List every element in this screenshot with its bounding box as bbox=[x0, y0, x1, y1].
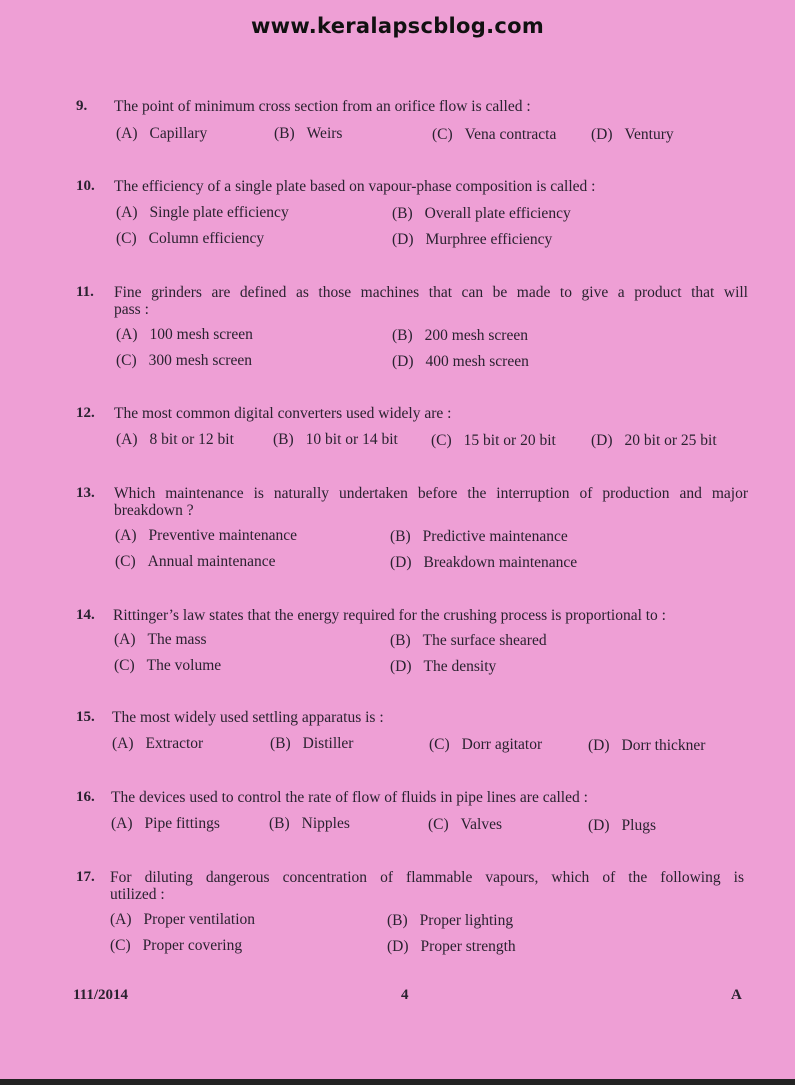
option-d[interactable] bbox=[588, 737, 705, 755]
option-label: (C) bbox=[428, 816, 449, 833]
option-a[interactable] bbox=[110, 911, 255, 929]
option-text: 100 mesh screen bbox=[149, 326, 253, 343]
option-label: (D) bbox=[591, 126, 613, 143]
option-text: The density bbox=[423, 658, 497, 675]
option-label: (A) bbox=[116, 204, 138, 221]
option-text: Dorr thickner bbox=[621, 737, 706, 754]
option-label: (C) bbox=[115, 553, 136, 570]
option-c[interactable] bbox=[429, 736, 542, 754]
question-text: Rittinger’s law states that the energy required for the crushing process is proportional to : bbox=[113, 607, 666, 624]
option-b[interactable] bbox=[390, 632, 547, 650]
option-b[interactable] bbox=[392, 205, 571, 223]
option-label: (B) bbox=[387, 912, 408, 929]
option-label: (B) bbox=[390, 528, 411, 545]
option-label: (D) bbox=[588, 817, 610, 834]
option-a[interactable] bbox=[116, 125, 207, 143]
option-text: The mass bbox=[147, 631, 207, 648]
question-text-line2: pass : bbox=[114, 301, 149, 318]
option-b[interactable] bbox=[390, 528, 568, 546]
option-text: Valves bbox=[460, 816, 502, 833]
option-label: (D) bbox=[392, 353, 414, 370]
option-text: Single plate efficiency bbox=[149, 204, 289, 221]
question-number: 12. bbox=[76, 405, 95, 421]
option-a[interactable] bbox=[112, 735, 203, 753]
option-label: (D) bbox=[588, 737, 610, 754]
page-number: 4 bbox=[401, 987, 409, 1003]
option-text: Distiller bbox=[302, 735, 354, 752]
question-text-line2: utilized : bbox=[110, 886, 165, 903]
option-label: (B) bbox=[274, 125, 295, 142]
option-c[interactable] bbox=[116, 230, 264, 248]
option-label: (A) bbox=[115, 527, 137, 544]
question-number: 9. bbox=[76, 98, 88, 114]
option-label: (D) bbox=[591, 432, 613, 449]
option-text: 200 mesh screen bbox=[424, 327, 528, 344]
option-c[interactable] bbox=[116, 352, 252, 370]
option-text: Capillary bbox=[149, 125, 208, 142]
option-b[interactable] bbox=[387, 912, 513, 930]
option-text: 300 mesh screen bbox=[148, 352, 252, 369]
question-text bbox=[110, 869, 744, 903]
option-label: (D) bbox=[392, 231, 414, 248]
option-text: Weirs bbox=[306, 125, 343, 142]
option-label: (A) bbox=[116, 326, 138, 343]
question-text: The efficiency of a single plate based on vapour-phase composition is called : bbox=[114, 178, 596, 195]
option-text: Proper strength bbox=[420, 938, 516, 955]
option-d[interactable] bbox=[390, 554, 577, 572]
paper-code: 111/2014 bbox=[73, 987, 129, 1003]
option-text: Proper covering bbox=[142, 937, 243, 954]
option-label: (D) bbox=[390, 554, 412, 571]
question-number: 17. bbox=[76, 869, 95, 885]
option-text: 20 bit or 25 bit bbox=[624, 432, 717, 449]
option-d[interactable] bbox=[588, 817, 656, 835]
question-text: The point of minimum cross section from an orifice flow is called : bbox=[114, 98, 531, 115]
question-text: The most common digital converters used widely are : bbox=[114, 405, 452, 422]
option-text: 15 bit or 20 bit bbox=[463, 432, 556, 449]
option-text: Extractor bbox=[145, 735, 204, 752]
option-c[interactable] bbox=[432, 126, 556, 144]
option-d[interactable] bbox=[591, 432, 717, 450]
question-number: 13. bbox=[76, 485, 95, 501]
question-text-line1: For diluting dangerous concentration of flammable vapours, which of the following is bbox=[110, 869, 744, 886]
series-code: A bbox=[731, 987, 742, 1003]
option-a[interactable] bbox=[114, 631, 207, 649]
option-c[interactable] bbox=[431, 432, 556, 450]
question-number: 11. bbox=[76, 284, 94, 300]
option-c[interactable] bbox=[114, 657, 221, 675]
option-label: (C) bbox=[116, 352, 137, 369]
question-number: 14. bbox=[76, 607, 95, 623]
option-text: Preventive maintenance bbox=[148, 527, 298, 544]
option-label: (B) bbox=[269, 815, 290, 832]
option-label: (D) bbox=[390, 658, 412, 675]
option-a[interactable] bbox=[111, 815, 220, 833]
option-a[interactable] bbox=[116, 326, 253, 344]
option-a[interactable] bbox=[116, 431, 234, 449]
option-b[interactable] bbox=[269, 815, 350, 833]
option-label: (A) bbox=[114, 631, 136, 648]
site-watermark: www.keralapscblog.com bbox=[250, 14, 545, 38]
option-label: (B) bbox=[270, 735, 291, 752]
option-label: (B) bbox=[273, 431, 294, 448]
option-a[interactable] bbox=[116, 204, 289, 222]
option-label: (C) bbox=[114, 657, 135, 674]
question-number: 10. bbox=[76, 178, 95, 194]
option-d[interactable] bbox=[387, 938, 516, 956]
option-label: (A) bbox=[112, 735, 134, 752]
option-d[interactable] bbox=[390, 658, 496, 676]
question-text bbox=[114, 284, 748, 318]
question-number: 16. bbox=[76, 789, 95, 805]
option-text: Ventury bbox=[624, 126, 674, 143]
option-label: (C) bbox=[110, 937, 131, 954]
option-a[interactable] bbox=[115, 527, 297, 545]
option-b[interactable] bbox=[392, 327, 528, 345]
option-text: The surface sheared bbox=[422, 632, 547, 649]
option-d[interactable] bbox=[591, 126, 674, 144]
option-label: (B) bbox=[392, 205, 413, 222]
question-text-line2: breakdown ? bbox=[114, 502, 194, 519]
option-text: Predictive maintenance bbox=[422, 528, 568, 545]
option-label: (D) bbox=[387, 938, 409, 955]
option-label: (A) bbox=[116, 125, 138, 142]
option-c[interactable] bbox=[428, 816, 502, 834]
question-text: The devices used to control the rate of flow of fluids in pipe lines are called : bbox=[111, 789, 588, 806]
question-number: 15. bbox=[76, 709, 95, 725]
option-c[interactable] bbox=[110, 937, 242, 955]
option-text: Annual maintenance bbox=[147, 553, 276, 570]
option-label: (B) bbox=[390, 632, 411, 649]
question-text bbox=[114, 485, 748, 519]
question-text: The most widely used settling apparatus is : bbox=[112, 709, 384, 726]
option-text: 400 mesh screen bbox=[425, 353, 529, 370]
option-text: Pipe fittings bbox=[144, 815, 220, 832]
option-text: Nipples bbox=[301, 815, 350, 832]
scan-edge bbox=[0, 1079, 795, 1085]
option-label: (C) bbox=[431, 432, 452, 449]
option-label: (B) bbox=[392, 327, 413, 344]
option-text: The volume bbox=[146, 657, 222, 674]
option-text: Proper ventilation bbox=[143, 911, 256, 928]
question-text-line1: Fine grinders are defined as those machines that can be made to give a product that will bbox=[114, 284, 748, 301]
option-label: (A) bbox=[110, 911, 132, 928]
option-label: (A) bbox=[111, 815, 133, 832]
option-d[interactable] bbox=[392, 353, 529, 371]
option-text: Proper lighting bbox=[419, 912, 514, 929]
option-text: 10 bit or 14 bit bbox=[305, 431, 398, 448]
question-text-line1: Which maintenance is naturally undertaken before the interruption of production and major bbox=[114, 485, 748, 502]
option-text: Column efficiency bbox=[148, 230, 265, 247]
option-text: Breakdown maintenance bbox=[423, 554, 578, 571]
option-text: Overall plate efficiency bbox=[424, 205, 571, 222]
option-b[interactable] bbox=[270, 735, 353, 753]
option-b[interactable] bbox=[274, 125, 342, 143]
option-d[interactable] bbox=[392, 231, 552, 249]
option-text: Vena contracta bbox=[464, 126, 557, 143]
option-label: (C) bbox=[429, 736, 450, 753]
option-label: (A) bbox=[116, 431, 138, 448]
option-c[interactable] bbox=[115, 553, 276, 571]
option-text: Murphree efficiency bbox=[425, 231, 553, 248]
option-text: 8 bit or 12 bit bbox=[149, 431, 234, 448]
option-b[interactable] bbox=[273, 431, 398, 449]
option-label: (C) bbox=[116, 230, 137, 247]
option-text: Plugs bbox=[621, 817, 656, 834]
option-label: (C) bbox=[432, 126, 453, 143]
option-text: Dorr agitator bbox=[461, 736, 543, 753]
